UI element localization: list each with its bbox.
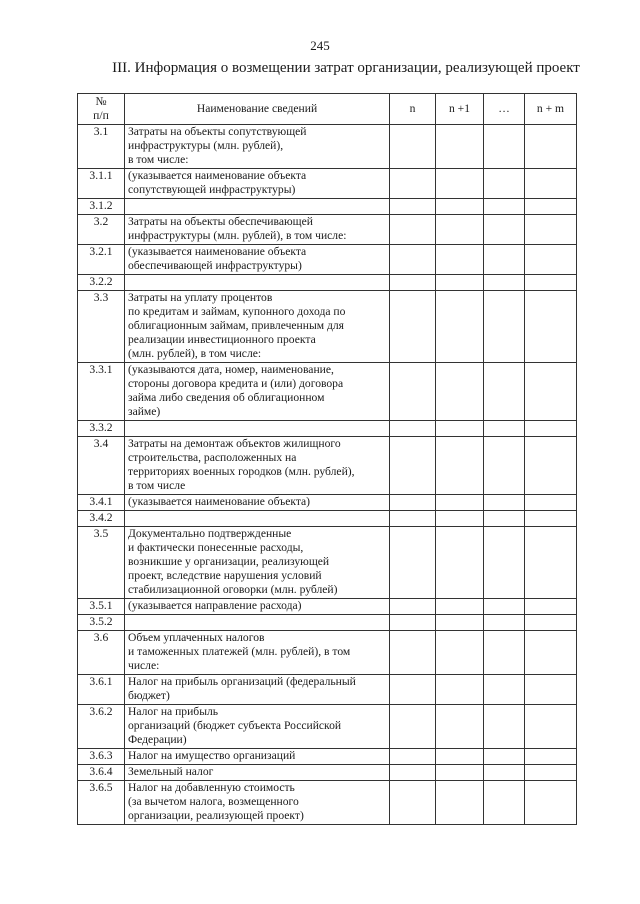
value-cell-period-n-plus-1 bbox=[436, 169, 484, 199]
row-description-line: (указываются дата, номер, наименование, bbox=[128, 363, 334, 376]
row-number: 3.6.5 bbox=[78, 781, 125, 825]
row-description bbox=[125, 495, 390, 511]
value-cell-period-n bbox=[390, 275, 436, 291]
value-cell-period-ellipsis bbox=[484, 199, 525, 215]
table-row bbox=[78, 363, 577, 421]
table-body bbox=[78, 125, 577, 825]
row-number: 3.2.1 bbox=[78, 245, 125, 275]
row-description-line: (указывается направление расхода) bbox=[128, 599, 302, 612]
value-cell-period-ellipsis bbox=[484, 437, 525, 495]
value-cell-period-n bbox=[390, 765, 436, 781]
row-number: 3.2.2 bbox=[78, 275, 125, 291]
row-description bbox=[125, 527, 390, 599]
row-description bbox=[125, 199, 390, 215]
row-description-line: и фактически понесенные расходы, bbox=[128, 541, 304, 554]
value-cell-period-n bbox=[390, 291, 436, 363]
value-cell-period-ellipsis bbox=[484, 495, 525, 511]
row-description-line: по кредитам и займам, купонного дохода по bbox=[128, 305, 346, 318]
row-description-line: (за вычетом налога, возмещенного bbox=[128, 795, 299, 808]
row-description-line: организации, реализующей проект) bbox=[128, 809, 304, 822]
table-row bbox=[78, 527, 577, 599]
table-row bbox=[78, 749, 577, 765]
value-cell-period-n-plus-m bbox=[525, 245, 577, 275]
table-row bbox=[78, 511, 577, 527]
row-description bbox=[125, 245, 390, 275]
row-description-line: бюджет) bbox=[128, 689, 170, 702]
row-description-line: Земельный налог bbox=[128, 765, 214, 778]
header-num bbox=[78, 94, 125, 125]
cost-reimbursement-table bbox=[77, 93, 577, 825]
row-description bbox=[125, 437, 390, 495]
row-number: 3.1.2 bbox=[78, 199, 125, 215]
row-number: 3.2 bbox=[78, 215, 125, 245]
value-cell-period-n-plus-m bbox=[525, 215, 577, 245]
table-row bbox=[78, 615, 577, 631]
header-num-line: п/п bbox=[93, 109, 109, 122]
value-cell-period-ellipsis bbox=[484, 781, 525, 825]
table-row bbox=[78, 125, 577, 169]
row-description-line: числе: bbox=[128, 659, 160, 672]
value-cell-period-n bbox=[390, 169, 436, 199]
value-cell-period-n-plus-1 bbox=[436, 125, 484, 169]
row-description-line: (указывается наименование объекта) bbox=[128, 495, 311, 508]
value-cell-period-ellipsis bbox=[484, 527, 525, 599]
row-number: 3.6.4 bbox=[78, 765, 125, 781]
value-cell-period-ellipsis bbox=[484, 615, 525, 631]
row-description bbox=[125, 675, 390, 705]
value-cell-period-ellipsis bbox=[484, 275, 525, 291]
row-number: 3.6.2 bbox=[78, 705, 125, 749]
value-cell-period-n bbox=[390, 437, 436, 495]
section-title: III. Информация о возмещении затрат организации, реализующей проект bbox=[112, 60, 580, 76]
row-description-line: займе) bbox=[128, 405, 161, 418]
value-cell-period-n bbox=[390, 631, 436, 675]
table-row bbox=[78, 781, 577, 825]
value-cell-period-n-plus-m bbox=[525, 765, 577, 781]
header-name: Наименование сведений bbox=[125, 94, 390, 125]
value-cell-period-ellipsis bbox=[484, 749, 525, 765]
row-description-line: Объем уплаченных налогов bbox=[128, 631, 265, 644]
row-description-line: обеспечивающей инфраструктуры) bbox=[128, 259, 302, 272]
value-cell-period-n-plus-m bbox=[525, 421, 577, 437]
value-cell-period-ellipsis bbox=[484, 599, 525, 615]
value-cell-period-n-plus-m bbox=[525, 169, 577, 199]
value-cell-period-n bbox=[390, 125, 436, 169]
row-number: 3.4 bbox=[78, 437, 125, 495]
value-cell-period-n bbox=[390, 245, 436, 275]
row-description bbox=[125, 599, 390, 615]
row-description-line: инфраструктуры (млн. рублей), в том числе: bbox=[128, 229, 347, 242]
row-description-line: стабилизационной оговорки (млн. рублей) bbox=[128, 583, 338, 596]
value-cell-period-n bbox=[390, 705, 436, 749]
row-description-line: (указывается наименование объекта bbox=[128, 245, 307, 258]
row-description-line: Затраты на объекты обеспечивающей bbox=[128, 215, 313, 228]
value-cell-period-n-plus-m bbox=[525, 599, 577, 615]
value-cell-period-n-plus-m bbox=[525, 781, 577, 825]
row-description-line: строительства, расположенных на bbox=[128, 451, 297, 464]
row-description bbox=[125, 215, 390, 245]
value-cell-period-n-plus-1 bbox=[436, 275, 484, 291]
row-description-line: Налог на имущество организаций bbox=[128, 749, 296, 762]
row-description bbox=[125, 125, 390, 169]
table-row bbox=[78, 291, 577, 363]
value-cell-period-n-plus-1 bbox=[436, 199, 484, 215]
value-cell-period-n bbox=[390, 495, 436, 511]
header-num-line: № bbox=[95, 95, 107, 108]
row-number: 3.3.2 bbox=[78, 421, 125, 437]
value-cell-period-n-plus-1 bbox=[436, 705, 484, 749]
row-description bbox=[125, 291, 390, 363]
row-description-line: и таможенных платежей (млн. рублей), в том bbox=[128, 645, 351, 658]
value-cell-period-n-plus-m bbox=[525, 675, 577, 705]
row-number: 3.1 bbox=[78, 125, 125, 169]
row-description bbox=[125, 275, 390, 291]
row-description-line: Затраты на уплату процентов bbox=[128, 291, 273, 304]
header-period-n-plus-1: n +1 bbox=[436, 94, 484, 125]
value-cell-period-n bbox=[390, 599, 436, 615]
value-cell-period-n-plus-m bbox=[525, 749, 577, 765]
value-cell-period-n bbox=[390, 527, 436, 599]
value-cell-period-ellipsis bbox=[484, 215, 525, 245]
value-cell-period-ellipsis bbox=[484, 631, 525, 675]
row-description-line: сопутствующей инфраструктуры) bbox=[128, 183, 296, 196]
value-cell-period-ellipsis bbox=[484, 675, 525, 705]
row-description-line: в том числе bbox=[128, 479, 186, 492]
row-description-line: облигационным займам, привлеченным для bbox=[128, 319, 345, 332]
row-description-line: стороны договора кредита и (или) договора bbox=[128, 377, 344, 390]
row-description bbox=[125, 511, 390, 527]
value-cell-period-ellipsis bbox=[484, 169, 525, 199]
row-number: 3.6 bbox=[78, 631, 125, 675]
row-description-line: Налог на прибыль организаций (федеральный bbox=[128, 675, 356, 688]
row-number: 3.3 bbox=[78, 291, 125, 363]
value-cell-period-n-plus-1 bbox=[436, 631, 484, 675]
table-row bbox=[78, 215, 577, 245]
row-description bbox=[125, 749, 390, 765]
value-cell-period-n-plus-m bbox=[525, 275, 577, 291]
value-cell-period-n-plus-m bbox=[525, 511, 577, 527]
row-description bbox=[125, 765, 390, 781]
value-cell-period-n-plus-1 bbox=[436, 215, 484, 245]
value-cell-period-n-plus-1 bbox=[436, 749, 484, 765]
row-description-line: займа либо сведения об облигационном bbox=[128, 391, 325, 404]
row-description-line: (указывается наименование объекта bbox=[128, 169, 307, 182]
value-cell-period-ellipsis bbox=[484, 511, 525, 527]
table-header-row bbox=[78, 94, 577, 125]
table-row bbox=[78, 275, 577, 291]
table-row bbox=[78, 437, 577, 495]
row-description-line: Налог на добавленную стоимость bbox=[128, 781, 295, 794]
value-cell-period-n-plus-1 bbox=[436, 245, 484, 275]
table-row bbox=[78, 765, 577, 781]
value-cell-period-n-plus-m bbox=[525, 291, 577, 363]
row-number: 3.5.1 bbox=[78, 599, 125, 615]
row-description bbox=[125, 705, 390, 749]
row-description bbox=[125, 363, 390, 421]
table-row bbox=[78, 631, 577, 675]
value-cell-period-n bbox=[390, 511, 436, 527]
value-cell-period-n-plus-1 bbox=[436, 291, 484, 363]
value-cell-period-ellipsis bbox=[484, 291, 525, 363]
header-period-n: n bbox=[390, 94, 436, 125]
row-description-line: Федерации) bbox=[128, 733, 187, 746]
row-number: 3.6.1 bbox=[78, 675, 125, 705]
row-description-line: Документально подтвержденные bbox=[128, 527, 292, 540]
row-number: 3.5.2 bbox=[78, 615, 125, 631]
row-description-line: организаций (бюджет субъекта Российской bbox=[128, 719, 342, 732]
header-period-ellipsis: … bbox=[484, 94, 525, 125]
table-row bbox=[78, 599, 577, 615]
row-description-line: (млн. рублей), в том числе: bbox=[128, 347, 262, 360]
value-cell-period-n-plus-1 bbox=[436, 615, 484, 631]
row-description-line: возникшие у организации, реализующей bbox=[128, 555, 330, 568]
row-description-line: проект, вследствие нарушения условий bbox=[128, 569, 322, 582]
value-cell-period-n-plus-1 bbox=[436, 675, 484, 705]
value-cell-period-n-plus-m bbox=[525, 495, 577, 511]
value-cell-period-n-plus-1 bbox=[436, 527, 484, 599]
value-cell-period-n-plus-1 bbox=[436, 511, 484, 527]
row-number: 3.5 bbox=[78, 527, 125, 599]
value-cell-period-n-plus-m bbox=[525, 199, 577, 215]
value-cell-period-n-plus-m bbox=[525, 705, 577, 749]
value-cell-period-n-plus-1 bbox=[436, 363, 484, 421]
table-row bbox=[78, 199, 577, 215]
value-cell-period-n-plus-1 bbox=[436, 437, 484, 495]
value-cell-period-ellipsis bbox=[484, 245, 525, 275]
value-cell-period-ellipsis bbox=[484, 125, 525, 169]
table-row bbox=[78, 245, 577, 275]
value-cell-period-n-plus-m bbox=[525, 615, 577, 631]
row-description-line: в том числе: bbox=[128, 153, 189, 166]
value-cell-period-n-plus-1 bbox=[436, 495, 484, 511]
value-cell-period-n-plus-1 bbox=[436, 421, 484, 437]
page-number: 245 bbox=[310, 38, 330, 53]
table-row bbox=[78, 421, 577, 437]
row-description-line: Затраты на демонтаж объектов жилищного bbox=[128, 437, 341, 450]
table-row bbox=[78, 169, 577, 199]
value-cell-period-n-plus-m bbox=[525, 631, 577, 675]
value-cell-period-n-plus-m bbox=[525, 527, 577, 599]
value-cell-period-ellipsis bbox=[484, 765, 525, 781]
value-cell-period-n-plus-m bbox=[525, 437, 577, 495]
row-description bbox=[125, 421, 390, 437]
value-cell-period-n bbox=[390, 781, 436, 825]
row-description-line: Затраты на объекты сопутствующей bbox=[128, 125, 307, 138]
value-cell-period-n-plus-1 bbox=[436, 781, 484, 825]
value-cell-period-n-plus-m bbox=[525, 125, 577, 169]
row-description bbox=[125, 781, 390, 825]
row-number: 3.1.1 bbox=[78, 169, 125, 199]
row-description bbox=[125, 615, 390, 631]
row-description bbox=[125, 631, 390, 675]
value-cell-period-n-plus-m bbox=[525, 363, 577, 421]
value-cell-period-n bbox=[390, 421, 436, 437]
value-cell-period-n bbox=[390, 215, 436, 245]
value-cell-period-n bbox=[390, 675, 436, 705]
row-number: 3.4.1 bbox=[78, 495, 125, 511]
value-cell-period-n bbox=[390, 363, 436, 421]
row-description bbox=[125, 169, 390, 199]
value-cell-period-ellipsis bbox=[484, 421, 525, 437]
value-cell-period-ellipsis bbox=[484, 705, 525, 749]
value-cell-period-ellipsis bbox=[484, 363, 525, 421]
row-number: 3.6.3 bbox=[78, 749, 125, 765]
table-row bbox=[78, 705, 577, 749]
row-description-line: инфраструктуры (млн. рублей), bbox=[128, 139, 284, 152]
table-row bbox=[78, 675, 577, 705]
value-cell-period-n-plus-1 bbox=[436, 765, 484, 781]
value-cell-period-n bbox=[390, 615, 436, 631]
header-period-n-plus-m: n + m bbox=[525, 94, 577, 125]
row-number: 3.4.2 bbox=[78, 511, 125, 527]
row-number: 3.3.1 bbox=[78, 363, 125, 421]
row-description-line: реализации инвестиционного проекта bbox=[128, 333, 316, 346]
value-cell-period-n bbox=[390, 199, 436, 215]
value-cell-period-n bbox=[390, 749, 436, 765]
value-cell-period-n-plus-1 bbox=[436, 599, 484, 615]
table-row bbox=[78, 495, 577, 511]
row-description-line: Налог на прибыль bbox=[128, 705, 219, 718]
row-description-line: территориях военных городков (млн. рублей), bbox=[128, 465, 355, 478]
